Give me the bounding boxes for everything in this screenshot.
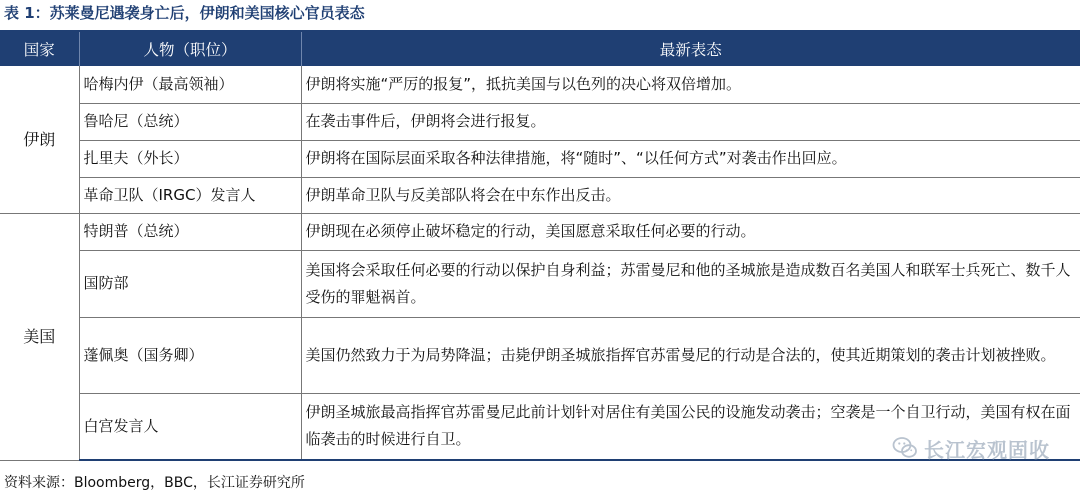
watermark (892, 431, 1050, 465)
person-cell: 特朗普（总统） (79, 213, 301, 250)
statement-cell: 伊朗现在必须停止破坏稳定的行动，美国愿意采取任何必要的行动。 (301, 213, 1080, 250)
person-cell: 白宫发言人 (79, 393, 301, 460)
wechat-icon (892, 435, 918, 461)
statement-cell: 美国仍然致力于为局势降温；击毙伊朗圣城旅指挥官苏雷曼尼的行动是合法的，使其近期策划的袭击计划被挫败。 (301, 317, 1080, 393)
statement-cell: 伊朗将在国际层面采取各种法律措施，将“随时”、“以任何方式”对袭击作出回应。 (301, 140, 1080, 177)
person-cell: 哈梅内伊（最高领袖） (79, 66, 301, 103)
statement-cell: 在袭击事件后，伊朗将会进行报复。 (301, 103, 1080, 140)
header-country: 国家 (0, 31, 79, 66)
statement-cell: 伊朗将实施“严厉的报复”，抵抗美国与以色列的决心将双倍增加。 (301, 66, 1080, 103)
table-row (0, 103, 1080, 140)
table-title: 表 1：苏莱曼尼遇袭身亡后，伊朗和美国核心官员表态 (4, 4, 365, 22)
person-cell: 蓬佩奥（国务卿） (79, 317, 301, 393)
person-cell: 革命卫队（IRGC）发言人 (79, 177, 301, 213)
statement-cell: 伊朗圣城旅最高指挥官苏雷曼尼此前计划针对居住有美国公民的设施发动袭击；空袭是一个自卫行动，美国有权在面临袭击的时候进行自卫。 (301, 393, 1080, 460)
source-note: 资料来源：Bloomberg，BBC，长江证券研究所 (4, 475, 305, 491)
country-cell-iran: 伊朗 (0, 66, 79, 213)
table-row (0, 250, 1080, 317)
header-statement: 最新表态 (301, 31, 1080, 66)
person-cell: 鲁哈尼（总统） (79, 103, 301, 140)
statement-cell: 美国将会采取任何必要的行动以保护自身利益；苏雷曼尼和他的圣城旅是造成数百名美国人和联军士兵死亡、数千人受伤的罪魁祸首。 (301, 250, 1080, 317)
statement-cell: 伊朗革命卫队与反美部队将会在中东作出反击。 (301, 177, 1080, 213)
table-row (0, 177, 1080, 213)
watermark-text: 长江宏观固收 (924, 437, 1050, 462)
statements-table (0, 30, 1080, 461)
table-row (0, 213, 1080, 250)
table-row (0, 66, 1080, 103)
person-cell: 国防部 (79, 250, 301, 317)
country-cell-usa: 美国 (0, 213, 79, 460)
person-cell: 扎里夫（外长） (79, 140, 301, 177)
table-header-row (0, 31, 1080, 66)
table-row (0, 317, 1080, 393)
table-row (0, 140, 1080, 177)
header-person: 人物（职位） (79, 31, 301, 66)
